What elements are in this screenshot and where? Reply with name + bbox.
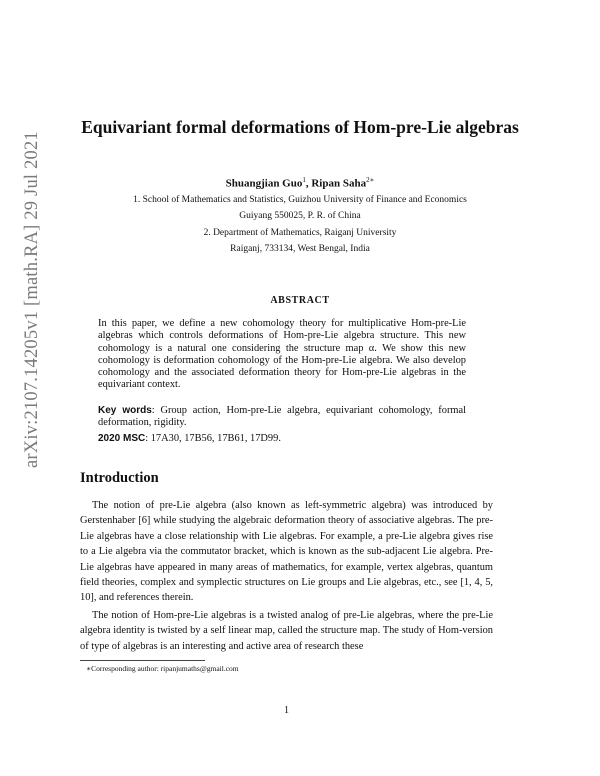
- affiliation-line: 2. Department of Mathematics, Raiganj University: [203, 228, 397, 238]
- footnote-rule: [80, 660, 205, 661]
- keywords-text: : Group action, Hom-pre-Lie algebra, equivariant cohomology, formal deformation, rigidity.: [98, 405, 466, 429]
- author-affil-mark: 1: [302, 176, 306, 184]
- paper-title: Equivariant formal deformations of Hom-pre-Lie algebras: [81, 117, 519, 137]
- msc-codes: [98, 433, 466, 445]
- author-list: [80, 176, 520, 190]
- msc-label: 2020 MSC: [98, 433, 146, 444]
- affiliation-line: Guiyang 550025, P. R. of China: [239, 211, 361, 221]
- body-paragraph: The notion of Hom-pre-Lie algebras is a twisted analog of pre-Lie algebras, where the pre-Lie algebra identity is twisted by a self linear map, called the structure map. The study of Hom-version of type of algebras is an interesting and active area of research these: [80, 610, 493, 652]
- author-name: Ripan Saha: [311, 177, 367, 190]
- keywords: [98, 405, 466, 430]
- section-heading: Introduction: [80, 470, 159, 486]
- author-affil-mark: 2∗: [366, 176, 375, 184]
- page-number: 1: [284, 705, 289, 716]
- affiliation-line: Raiganj, 733134, West Bengal, India: [230, 244, 370, 254]
- abstract-text: In this paper, we define a new cohomology theory for multiplicative Hom-pre-Lie algebras which controls deformations of Hom-pre-Lie algebra structure. This new cohomology is a natural one considering the structure map α. We show this new cohomology is deformation cohomology of the Hom-pre-Lie algebra. We also develop cohomology and the associated deformation theory for Hom-pre-Lie algebras in the equivariant context.: [98, 318, 466, 391]
- keywords-label: Key words: [98, 405, 152, 416]
- affiliation-line: 1. School of Mathematics and Statistics, Guizhou University of Finance and Economics: [133, 195, 467, 205]
- body-paragraph: The notion of pre-Lie algebra (also known as left-symmetric algebra) was introduced by Gerstenhaber [6] while studying the algebraic deformation theory of associative algebras. The pre-Lie algebras have a close relationship with Lie algebras. For example, a pre-Lie algebra gives rise to a Lie algebra via the commutator bracket, which is known as the sub-adjacent Lie algebra. Pre-Lie algebras have appeared in many areas of mathematics, for example, vertex algebras, quantum field theories, complex and symplectic structures on Lie groups and Lie algebras, etc., see [1, 4, 5, 10], and references therein.: [80, 500, 493, 604]
- abstract-heading: ABSTRACT: [270, 295, 330, 306]
- msc-text: : 17A30, 17B56, 17B61, 17D99.: [145, 433, 281, 444]
- author-name: Shuangjian Guo: [225, 177, 303, 190]
- footnote: ∗Corresponding author: ripanjumaths@gmail.com: [86, 664, 239, 673]
- arxiv-identifier: arXiv:2107.14205v1 [math.RA] 29 Jul 2021: [22, 131, 42, 468]
- author-separator: ,: [305, 177, 312, 190]
